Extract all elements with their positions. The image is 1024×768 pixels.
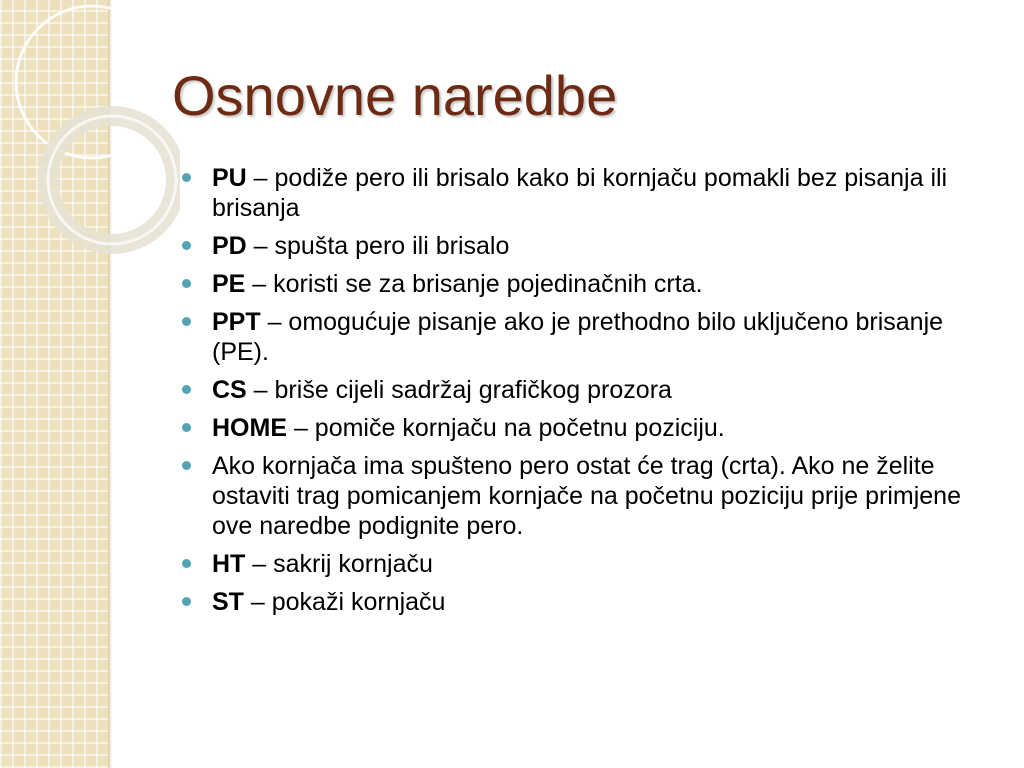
command-keyword: PD xyxy=(212,232,247,260)
decorative-circle-small-inner xyxy=(48,116,176,244)
command-description: Ako kornjača ima spušteno pero ostat će trag (crta). Ako ne želite ostaviti trag pomicanjem kornjače na početnu poziciju prije primjene ove naredbe podignite pero. xyxy=(212,452,961,540)
bullet-dot-icon xyxy=(182,559,191,568)
bullet-dot-icon xyxy=(182,461,191,470)
command-keyword: PU xyxy=(212,164,247,192)
list-item xyxy=(212,163,972,223)
bullet-dot-icon xyxy=(182,241,191,250)
command-keyword: HT xyxy=(212,550,246,578)
list-item xyxy=(212,231,972,261)
list-item xyxy=(212,587,972,617)
list-item xyxy=(212,413,972,443)
list-item xyxy=(212,269,972,299)
command-keyword: PE xyxy=(212,270,246,298)
bullet-dot-icon xyxy=(182,317,191,326)
command-keyword: CS xyxy=(212,376,247,404)
list-item xyxy=(212,307,972,367)
list-item xyxy=(212,375,972,405)
bullet-dot-icon xyxy=(182,279,191,288)
decorative-circles xyxy=(0,0,180,260)
bullet-dot-icon xyxy=(182,423,191,432)
list-item xyxy=(212,451,972,541)
list-item xyxy=(212,549,972,579)
command-description: – pokaži kornjaču xyxy=(243,588,446,616)
command-description: – pomiče kornjaču na početnu poziciju. xyxy=(287,414,725,442)
bullet-dot-icon xyxy=(182,597,191,606)
command-description: – spušta pero ili brisalo xyxy=(246,232,510,260)
command-keyword: PPT xyxy=(212,308,261,336)
command-description: – podiže pero ili brisalo kako bi kornjaču pomakli bez pisanja ili brisanja xyxy=(212,164,948,222)
bullet-dot-icon xyxy=(182,385,191,394)
command-description: – briše cijeli sadržaj grafičkog prozora xyxy=(246,376,672,404)
command-description: – sakrij kornjaču xyxy=(245,550,433,578)
command-keyword: ST xyxy=(212,588,244,616)
command-description: – omogućuje pisanje ako je prethodno bilo uključeno brisanje (PE). xyxy=(212,308,944,366)
bullet-dot-icon xyxy=(182,173,191,182)
command-description: – koristi se za brisanje pojedinačnih crta. xyxy=(245,270,703,298)
command-list xyxy=(212,163,972,625)
command-keyword: HOME xyxy=(212,414,287,442)
slide-title: Osnovne naredbe xyxy=(172,64,618,127)
